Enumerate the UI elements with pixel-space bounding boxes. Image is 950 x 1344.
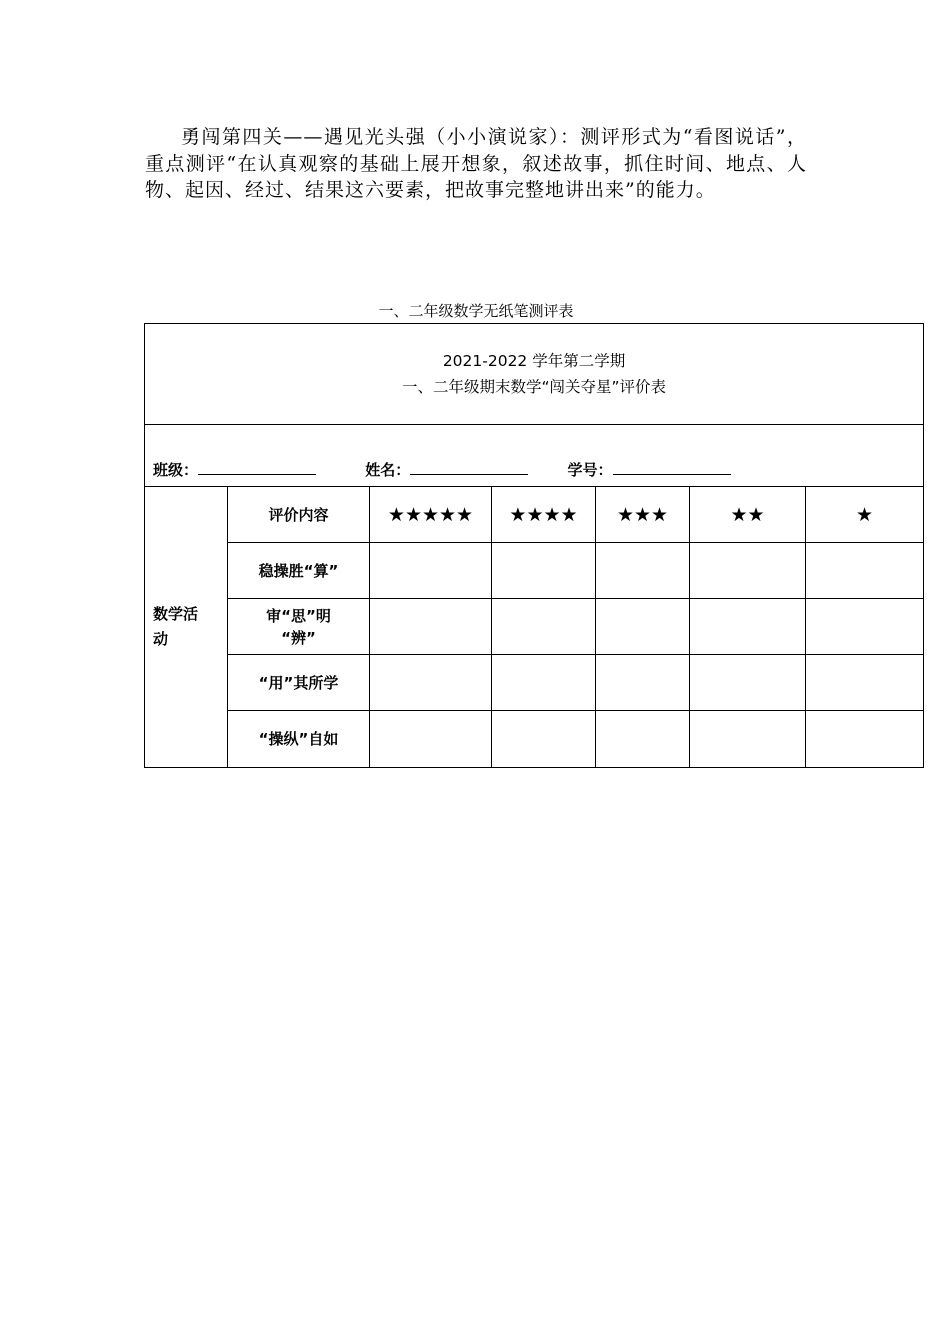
class-label: 班级： bbox=[153, 461, 199, 479]
rating-cell[interactable] bbox=[370, 655, 492, 711]
item-label-line1: 稳操胜“算” bbox=[258, 561, 339, 580]
name-label: 姓名： bbox=[365, 461, 411, 479]
rating-cell[interactable] bbox=[690, 599, 806, 655]
rating-cell[interactable] bbox=[690, 711, 806, 768]
rating-cell[interactable] bbox=[596, 655, 690, 711]
form-title-line2: 一、二年级期末数学“闯关夺星”评价表 bbox=[401, 378, 667, 396]
item-label-line1: “用”其所学 bbox=[258, 673, 339, 692]
rating-cell[interactable] bbox=[690, 543, 806, 599]
header-content-cell: 评价内容 bbox=[228, 487, 370, 543]
rating-cell[interactable] bbox=[370, 711, 492, 768]
class-blank[interactable] bbox=[198, 473, 316, 475]
item-label-cell bbox=[228, 599, 370, 655]
rating-cell[interactable] bbox=[596, 599, 690, 655]
class-field[interactable] bbox=[153, 459, 316, 480]
item-label-cell bbox=[228, 655, 370, 711]
rating-cell[interactable] bbox=[492, 543, 596, 599]
header-rating-1-star: ★ bbox=[806, 487, 924, 543]
header-rating-4-stars: ★★★★ bbox=[492, 487, 596, 543]
group-label-cell bbox=[145, 487, 228, 768]
rating-cell[interactable] bbox=[806, 599, 924, 655]
header-rating-3-stars: ★★★ bbox=[596, 487, 690, 543]
group-label-line2: 动 bbox=[153, 630, 169, 648]
rating-cell[interactable] bbox=[690, 655, 806, 711]
rating-cell[interactable] bbox=[492, 655, 596, 711]
rating-cell[interactable] bbox=[370, 599, 492, 655]
header-rating-2-stars: ★★ bbox=[690, 487, 806, 543]
name-field[interactable] bbox=[365, 459, 528, 480]
rating-cell[interactable] bbox=[370, 543, 492, 599]
rating-cell[interactable] bbox=[806, 711, 924, 768]
student-info-row bbox=[145, 425, 924, 487]
table-caption: 一、二年级数学无纸笔测评表 bbox=[378, 302, 574, 320]
name-blank[interactable] bbox=[410, 473, 528, 475]
student-id-field[interactable] bbox=[568, 459, 731, 480]
item-label-cell bbox=[228, 543, 370, 599]
rating-cell[interactable] bbox=[492, 711, 596, 768]
group-label-line1: 数学活 bbox=[153, 605, 199, 623]
rating-cell[interactable] bbox=[806, 655, 924, 711]
item-label-cell bbox=[228, 711, 370, 768]
item-label-line2: “辨” bbox=[281, 628, 316, 647]
student-id-blank[interactable] bbox=[613, 473, 731, 475]
form-title-cell bbox=[145, 324, 924, 425]
form-title-line1: 2021-2022 学年第二学期 bbox=[442, 352, 626, 370]
item-label-line1: 审“思”明 bbox=[266, 606, 331, 625]
item-label-line1: “操纵”自如 bbox=[258, 730, 339, 748]
student-id-label: 学号： bbox=[567, 461, 613, 479]
rating-cell[interactable] bbox=[596, 711, 690, 768]
rating-cell[interactable] bbox=[492, 599, 596, 655]
rating-cell[interactable] bbox=[596, 543, 690, 599]
header-rating-5-stars: ★★★★★ bbox=[370, 487, 492, 543]
intro-paragraph: 勇闯第四关——遇见光头强（小小演说家）：测评形式为“看图说话”，重点测评“在认真观察的基础上展开想象，叙述故事，抓住时间、地点、人物、起因、经过、结果这六要素，把故事完整地讲出来”的能力。 bbox=[145, 126, 807, 201]
evaluation-table bbox=[144, 323, 924, 768]
rating-cell[interactable] bbox=[806, 543, 924, 599]
